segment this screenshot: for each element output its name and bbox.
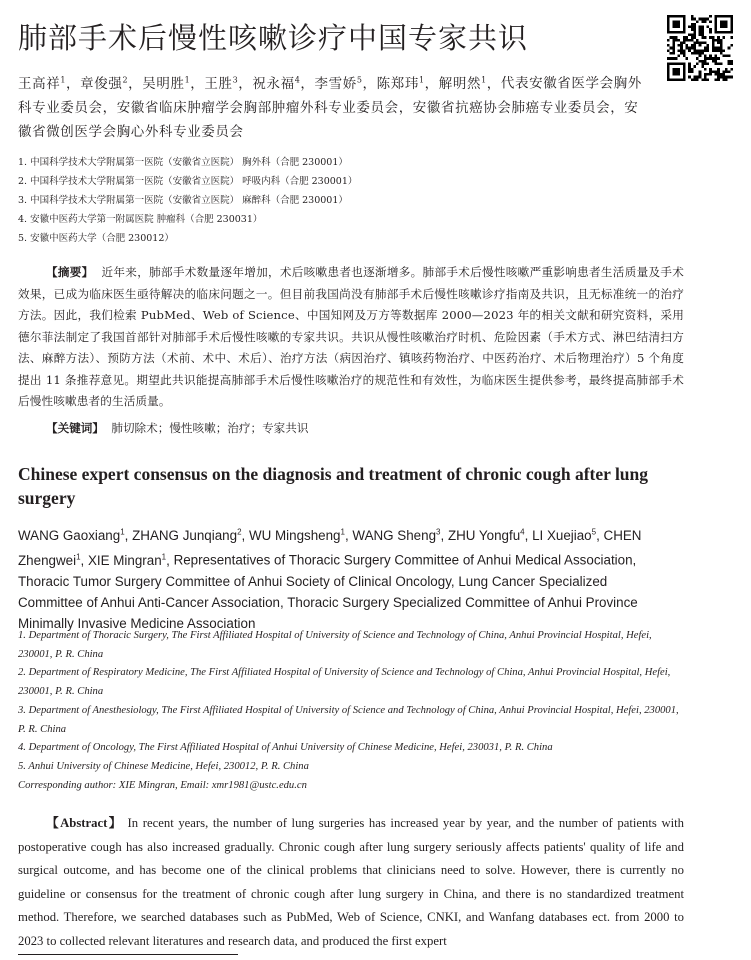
author-name: ZHU Yongfu bbox=[447, 528, 521, 544]
abstract-text-en: In recent years, the number of lung surgeries has increased year by year, and the number of patients with postoperative cough has also increased gradually. Chronic cough after lung surgery seriously affects patients' quality of life and surgical outcome, and has become one of the clinical problems that clinicians need to solve. However, there is currently no guideline or consensus for the treatment of chronic cough after lung surgery in China, and there is no standardized treatment method. Therefore, we searched databases such as PubMed, Web of Science, CNKI, and Wanfang databases ect. from 2000 to 2023 to collected relevant literatures and research data, and produced the first expert bbox=[18, 816, 685, 948]
author-name: 王高祥 bbox=[18, 75, 61, 92]
abstract-cn bbox=[18, 262, 684, 413]
corresponding-author-text[interactable]: Corresponding author: XIE Mingran, Email: xmr1981@ustc.edu.cn bbox=[18, 779, 307, 791]
qr-code-icon bbox=[667, 15, 733, 81]
author-affiliation-mark: 3 bbox=[232, 75, 239, 84]
affiliation-cn-3: 3. 中国科学技术大学附属第一医院（安徽省立医院） 麻醉科（合肥 230001） bbox=[18, 195, 348, 206]
abstract-label-en: 【Abstract】 bbox=[46, 816, 123, 830]
corresponding-author[interactable] bbox=[18, 777, 688, 796]
footnote-divider bbox=[18, 954, 238, 955]
author-affiliation-mark: 3 bbox=[436, 528, 441, 537]
affiliation-cn-2: 2. 中国科学技术大学附属第一医院（安徽省立医院） 呼吸内科（合肥 230001） bbox=[18, 176, 358, 187]
page-title-cn: 肺部手术后慢性咳嗽诊疗中国专家共识 bbox=[18, 21, 529, 55]
abstract-en bbox=[18, 812, 684, 954]
author-list-cn: 王高祥$^1$，章俊强$^2$，吴明胜$^1$，王胜$^3$，祝永福$^4$，李雪娇$^5$，陈郑玮$^1$，解明然$^1$， bbox=[18, 75, 501, 92]
author-affiliation-mark: 1 bbox=[481, 75, 487, 84]
keywords-cn bbox=[46, 418, 686, 438]
author-name: 吴明胜 bbox=[142, 75, 185, 92]
authors-cn bbox=[18, 68, 648, 144]
affiliation-en-4: 4. Department of Oncology, The First Affiliated Hospital of Anhui University of Chinese Medicine, Hefei, 230031, P. R. China bbox=[18, 742, 553, 754]
author-affiliation-mark: 5 bbox=[356, 75, 363, 84]
author-name: XIE Mingran bbox=[87, 552, 162, 568]
author-affiliation-mark: 1 bbox=[418, 75, 425, 84]
affiliation-cn-1: 1. 中国科学技术大学附属第一医院（安徽省立医院） 胸外科（合肥 230001） bbox=[18, 157, 348, 168]
author-name: 陈郑玮 bbox=[376, 75, 419, 92]
author-name: 李雪娇 bbox=[314, 75, 357, 92]
author-affiliation-mark: 4 bbox=[294, 75, 301, 84]
affiliation-cn-5: 5. 安徽中医药大学（合肥 230012） bbox=[18, 233, 174, 244]
author-name: WANG Gaoxiang bbox=[18, 528, 121, 544]
abstract-text-cn: 近年来，肺部手术数量逐年增加，术后咳嗽患者也逐渐增多。肺部手术后慢性咳嗽严重影响患者生活质量及手术效果，已成为临床医生亟待解决的临床问题之一。但目前我国尚没有肺部手术后慢性咳嗽诊疗指南及共识，且无标准统一的治疗方法。因此，我们检索 PubMed、Web of Science、中国知网及万方等数据库 2000—2023 年的相关文献和研究资料，采用德尔菲法制定了我国首部针对肺部手术后慢性咳嗽的专家共识。共识从慢性咳嗽治疗时机、危险因素（手术方式、淋巴结清扫方法、麻醉方法）、预防方法（术前、术中、术后）、治疗方法（病因治疗、镇咳药物治疗、中医药治疗、术后物理治疗）5 个角度提出 11 条推荐意见。期望此共识能提高肺部手术后慢性咳嗽治疗的规范性和有效性，为临床医生提供参考，最终提高肺部手术后慢性咳嗽患者的生活质量。 bbox=[18, 265, 684, 408]
author-affiliation-mark: 1 bbox=[184, 75, 191, 84]
author-affiliation-mark: 1 bbox=[120, 528, 125, 537]
author-groups-cn: 代表安徽省医学会胸外科专业委员会，安徽省临床肿瘤学会胸部肿瘤外科专业委员会，安徽省抗癌协会肺癌专业委员会，安徽省微创医学会胸心外科专业委员会 bbox=[18, 75, 642, 140]
paper-title-en: Chinese expert consensus on the diagnosis and treatment of chronic cough after lung surgery bbox=[18, 464, 649, 508]
author-name: WU Mingsheng bbox=[248, 528, 341, 544]
author-name: 祝永福 bbox=[252, 75, 295, 92]
author-groups-en: Representatives of Thoracic Surgery Committee of Anhui Medical Association, Thoracic Tumor Surgery Committee of Anhui Society of Clinical Oncology, Lung Cancer Specialized Committee of Anhui Anti-Cancer Association, Thoracic Surgery Specialized Committee of Anhui Province Minimally Invasive Medicine Association bbox=[18, 552, 638, 631]
keywords-label-cn: 【关键词】 bbox=[46, 421, 104, 435]
author-affiliation-mark: 1 bbox=[76, 552, 81, 562]
affiliation-en-5: 5. Anhui University of Chinese Medicine, Hefei, 230012, P. R. China bbox=[18, 760, 309, 772]
author-affiliation-mark: 2 bbox=[122, 75, 129, 84]
affiliations-en bbox=[18, 627, 688, 795]
authors-en bbox=[18, 522, 648, 634]
author-name: 章俊强 bbox=[80, 75, 123, 92]
keywords-text-cn: 肺切除术；慢性咳嗽；治疗；专家共识 bbox=[111, 421, 309, 435]
author-affiliation-mark: 1 bbox=[161, 552, 167, 562]
affiliation-en-3: 3. Department of Anesthesiology, The First Affiliated Hospital of University of Science and Technology of China, Anhui Provincial Hospital, Hefei, 230001, P. R. China bbox=[18, 704, 679, 735]
author-name: CHEN Zhengwei bbox=[18, 528, 642, 568]
affiliation-cn-4: 4. 安徽中医药大学第一附属医院 肿瘤科（合肥 230031） bbox=[18, 214, 263, 225]
author-name: ZHANG Junqiang bbox=[132, 528, 238, 544]
author-affiliation-mark: 1 bbox=[340, 528, 345, 537]
author-list-en: WANG Gaoxiang$^1$, ZHANG Junqiang$^2$, WU Mingsheng$^1$, WANG Sheng$^3$, ZHU Yongfu$^4$, LI Xuejiao$^5$, CHEN Zhengwei$^1$, XIE Mingran$^1$, bbox=[18, 528, 642, 568]
affiliations-cn bbox=[18, 153, 718, 248]
author-name: LI Xuejiao bbox=[532, 528, 592, 544]
author-affiliation-mark: 2 bbox=[237, 528, 242, 537]
author-name: WANG Sheng bbox=[352, 528, 437, 544]
author-affiliation-mark: 4 bbox=[520, 528, 525, 537]
author-name: 解明然 bbox=[438, 75, 482, 92]
author-affiliation-mark: 1 bbox=[60, 75, 67, 84]
author-name: 王胜 bbox=[204, 75, 233, 92]
author-affiliation-mark: 5 bbox=[591, 528, 597, 537]
affiliation-en-1: 1. Department of Thoracic Surgery, The First Affiliated Hospital of University of Science and Technology of China, Anhui Provincial Hospital, Hefei, 230001, P. R. China bbox=[18, 630, 652, 660]
affiliation-en-2: 2. Department of Respiratory Medicine, The First Affiliated Hospital of University of Science and Technology of China, Anhui Provincial Hospital, Hefei, 230001, P. R. China bbox=[18, 667, 671, 698]
abstract-label-cn: 【摘要】 bbox=[46, 265, 94, 279]
